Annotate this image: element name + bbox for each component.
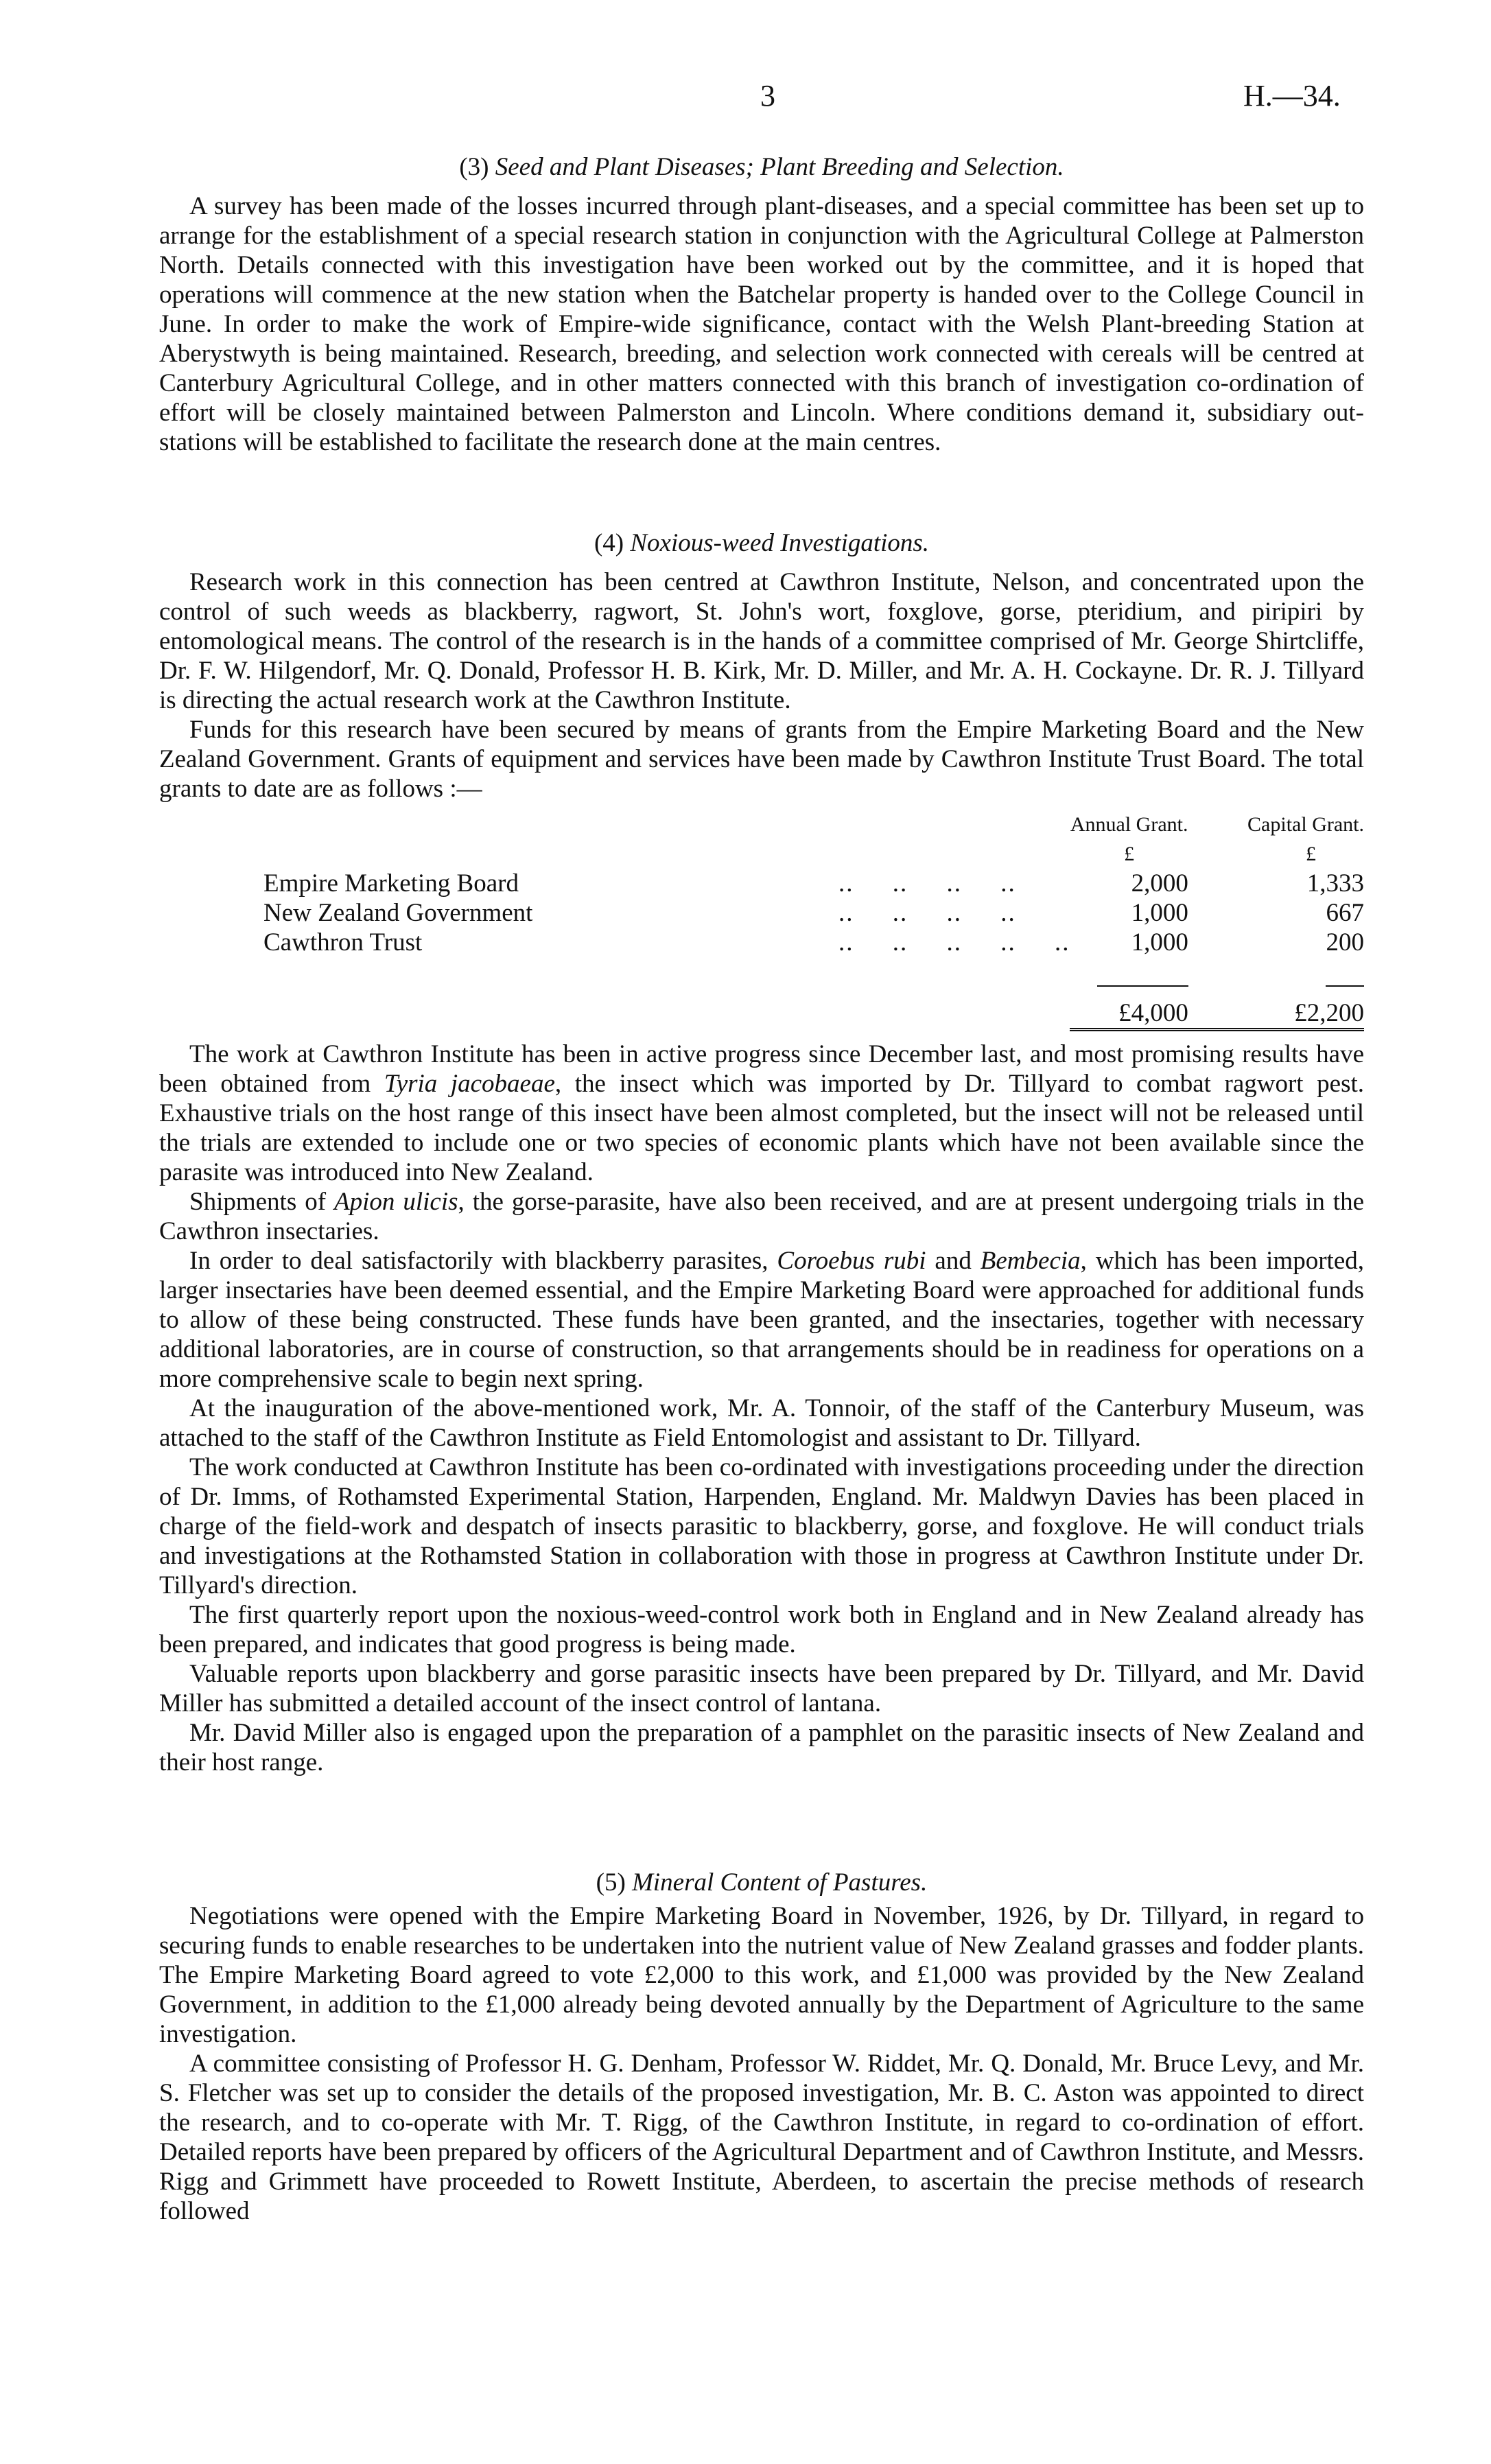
text: , the gorse-parasite, have also been received, and are at present undergoing trials in the Cawthron insectaries. bbox=[159, 1188, 1365, 1245]
paragraph: Valuable reports upon blackberry and gorse parasitic insects have been prepared by Dr. Tillyard, and Mr. David Miller has submitted a detailed account of the insect control of lantana. bbox=[159, 1660, 1364, 1717]
capital-value: 667 bbox=[1326, 899, 1364, 927]
table-row bbox=[159, 869, 1364, 898]
row-name: Empire Marketing Board bbox=[263, 869, 519, 897]
currency-annual: £ bbox=[1124, 843, 1135, 865]
section-3-heading bbox=[159, 152, 1364, 182]
text: , which has been imported, larger insectaries have been deemed essential, and the Empire Marketing Board were approached for additional funds to allow of these being constructed. These funds have been granted, and the insectaries, together with necessary additional laboratories, are in course of construction, so that arrangements should be in readiness for operations on a more comprehensive scale to begin next spring. bbox=[159, 1247, 1364, 1393]
col-annual: Annual Grant. bbox=[1070, 813, 1188, 836]
paragraph: Negotiations were opened with the Empire Marketing Board in November, 1926, by Dr. Tillyard, in regard to securing funds to enable researches to be undertaken into the nutrient value of New Zealand grasses and fodder plants. The Empire Marketing Board agreed to vote £2,000 to this work, and £1,000 was provided by the New Zealand Government, in addition to the £1,000 already being devoted annually by the Department of Agriculture to the same investigation. bbox=[159, 1902, 1364, 2048]
total-capital: £2,200 bbox=[1188, 987, 1364, 1030]
leader-dots: .. .. .. .. bbox=[838, 869, 1016, 897]
leader-dots: .. .. .. .. .. bbox=[838, 928, 1070, 957]
heading-text: Seed and Plant Diseases; Plant Breeding and Selection. bbox=[495, 153, 1064, 181]
species-name: Coroebus rubi bbox=[777, 1247, 926, 1275]
document-reference: H.—34. bbox=[1243, 79, 1341, 113]
totals-row bbox=[159, 987, 1364, 1030]
text: , the insect which was imported by Dr. Tillyard to combat ragwort pest. Exhaustive trials on the host range of this insect have been almost completed, but the insect will not be released until the trials are extended to include one or two species of economic plants which have not been available since the parasite was introduced into New Zealand. bbox=[159, 1070, 1364, 1186]
annual-value: 2,000 bbox=[1131, 869, 1188, 897]
paragraph: The work conducted at Cawthron Institute has been co-ordinated with investigations proceeding under the direction of Dr. Imms, of Rothamsted Experimental Station, Harpenden, England. Mr. Maldwyn Davies has been placed in charge of the field-work and despatch of insects parasitic to blackberry, gorse, and foxglove. He will conduct trials and investigations at the Rothamsted Station in collaboration with those in progress at Cawthron Institute under Dr. Tillyard's direction. bbox=[159, 1453, 1364, 1599]
section-3 bbox=[159, 152, 1364, 457]
text: Shipments of bbox=[189, 1188, 334, 1216]
text: The work at Cawthron Institute has been in active progress since December last, and most promising results have been obtained from bbox=[159, 1040, 1364, 1098]
table-row bbox=[159, 928, 1364, 957]
leader-dots: .. .. .. .. bbox=[838, 899, 1016, 927]
paragraph: Mr. David Miller also is engaged upon the preparation of a pamphlet on the parasitic insects of New Zealand and their host range. bbox=[159, 1719, 1364, 1776]
paragraph: A committee consisting of Professor H. G. Denham, Professor W. Riddet, Mr. Q. Donald, Mr. Bruce Levy, and Mr. S. Fletcher was set up to consider the details of the proposed investigation, Mr. B. C. Aston was appointed to direct the research, and to co-operate with Mr. T. Rigg, of the Cawthron Institute, in regard to co-ordination of effort. Detailed reports have been prepared by officers of the Agricultural Department and of Cawthron Institute, and Messrs. Rigg and Grimmett have proceeded to Rowett Institute, Aberdeen, to ascertain the precise methods of research followed bbox=[159, 2050, 1364, 2225]
annual-value: 1,000 bbox=[1131, 899, 1188, 927]
annual-value: 1,000 bbox=[1131, 928, 1188, 957]
col-capital: Capital Grant. bbox=[1247, 813, 1364, 836]
total-annual: £4,000 bbox=[1070, 987, 1188, 1030]
paragraph: The first quarterly report upon the noxious-weed-control work both in England and in New Zealand already has been prepared, and indicates that good progress is being made. bbox=[159, 1601, 1364, 1658]
text: and bbox=[926, 1247, 981, 1275]
capital-value: 200 bbox=[1326, 928, 1364, 957]
section-4-heading bbox=[159, 528, 1364, 558]
section-4-continued bbox=[159, 1040, 1364, 1777]
grants-table bbox=[159, 810, 1364, 1031]
paragraph bbox=[159, 1040, 1364, 1187]
paragraph bbox=[159, 1246, 1364, 1394]
species-name: Tyria jacobaeae bbox=[384, 1070, 555, 1098]
paragraph bbox=[159, 1187, 1364, 1246]
currency-capital: £ bbox=[1306, 843, 1316, 865]
heading-number: (5) bbox=[596, 1868, 626, 1897]
paragraph: Research work in this connection has been centred at Cawthron Institute, Nelson, and concentrated upon the control of such weeds as blackberry, ragwort, St. John's wort, foxglove, gorse, pteridium, and piripiri by entomological means. The control of the research is in the hands of a committee comprised of Mr. George Shirtcliffe, Dr. F. W. Hilgendorf, Mr. Q. Donald, Professor H. B. Kirk, Mr. D. Miller, and Mr. A. H. Cockayne. Dr. R. J. Tillyard is directing the actual research work at the Cawthron Institute. bbox=[159, 568, 1364, 714]
species-name: Apion ulicis bbox=[334, 1188, 458, 1216]
section-5 bbox=[159, 1868, 1364, 2226]
heading-number: (3) bbox=[459, 153, 489, 181]
species-name: Bembecia bbox=[980, 1247, 1081, 1275]
text: In order to deal satisfactorily with blackberry parasites, bbox=[189, 1247, 777, 1275]
heading-number: (4) bbox=[594, 529, 624, 557]
heading-text: Noxious-weed Investigations. bbox=[630, 529, 930, 557]
heading-text: Mineral Content of Pastures. bbox=[632, 1868, 928, 1897]
paragraph: A survey has been made of the losses incurred through plant-diseases, and a special committee has been set up to arrange for the establishment of a special research station in conjunction with the Agricultural College at Palmerston North. Details connected with this investigation have been worked out by the committee, and it is hoped that operations will commence at the new station when the Batchelar property is handed over to the College Council in June. In order to make the work of Empire-wide significance, contact with the Welsh Plant-breeding Station at Aberystwyth is being maintained. Research, breeding, and selection work connected with cereals will be centred at Canterbury Agricultural College, and in other matters connected with this branch of investigation co-ordination of effort will be closely maintained between Palmerston and Lincoln. Where conditions demand it, subsidiary out-stations will be established to facilitate the research done at the main centres. bbox=[159, 192, 1364, 456]
row-name: Cawthron Trust bbox=[263, 928, 423, 957]
table-row bbox=[159, 898, 1364, 928]
paragraph: At the inauguration of the above-mentioned work, Mr. A. Tonnoir, of the staff of the Canterbury Museum, was attached to the staff of the Cawthron Institute as Field Entomologist and assistant to Dr. Tillyard. bbox=[159, 1394, 1364, 1452]
page-number: 3 bbox=[760, 79, 775, 113]
row-name: New Zealand Government bbox=[263, 899, 533, 927]
section-4 bbox=[159, 528, 1364, 803]
capital-value: 1,333 bbox=[1306, 869, 1364, 897]
paragraph: Funds for this research have been secured by means of grants from the Empire Marketing Board and the New Zealand Government. Grants of equipment and services have been made by Cawthron Institute Trust Board. The total grants to date are as follows :— bbox=[159, 716, 1364, 803]
section-5-heading bbox=[159, 1868, 1364, 1897]
